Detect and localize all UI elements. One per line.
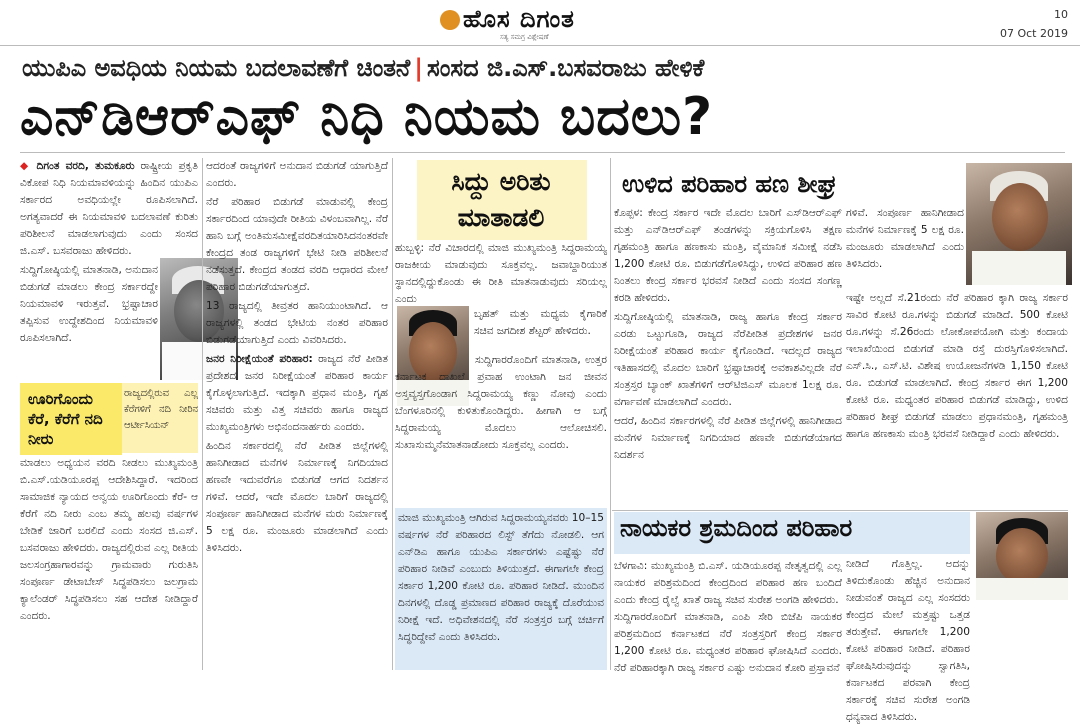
siddu-text-d: ಮಾಜಿ ಮುಖ್ಯಮಂತ್ರಿ ಆಗಿರುವ ಸಿದ್ದರಾಮಯ್ಯನವರು 10–15 ವರ್ಷಗಳ ನೆರೆ ಪರಿಹಾರದ ಲಿಸ್ಟ್ ತೆಗೆದು ನೋಡಲಿ. ಆಗ ಎನ್‌ಡಿಎ ಹಾಗೂ ಯುಪಿಎ ಸರ್ಕಾರಗಳು ಎಷ್ಟೆಷ್ಟು ನೆರೆ ಪರಿಹಾರ ನೀಡಿವೆ ಎಂಬುದು ತಿಳಿಯುತ್ತದೆ. ಈಗಾಗಲೇ ಕೇಂದ್ರ ಸರ್ಕಾರ 1,200 ಕೋಟಿ ರೂ. ಪರಿಹಾರ ನೀಡಿದೆ. ಮುಂದಿನ ದಿನಗಳಲ್ಲಿ ದೊಡ್ಡ ಪ್ರಮಾಣದ ಪರಿಹಾರ ರಾಜ್ಯಕ್ಕೆ ದೊರೆಯುವ ನಿರೀಕ್ಷೆ ಇದೆ. ಅಧಿವೇಶನದಲ್ಲಿ ನೆರೆ ಸಂತ್ರಸ್ತರ ಬಗ್ಗೆ ಚರ್ಚಿಗೆ ಸಿದ್ಧರಿದ್ದೇವೆ ಎಂದು ತಿಳಿಸಿದರು. [398, 512, 604, 643]
kicker-separator: | [414, 54, 424, 82]
siddu-text-b: ಬೃಹತ್ ಮತ್ತು ಮಧ್ಯಮ ಕೈಗಾರಿಕೆ ಸಚಿವ ಜಗದೀಶ ಶೆಟ್ಟರ್ ಹೇಳಿದರು. [474, 308, 607, 337]
masthead [0, 0, 1080, 46]
column-rule-2 [392, 158, 393, 670]
main-col1-mid [20, 262, 158, 380]
siddu-text-c: ಸುದ್ದಿಗಾರರೊಂದಿಗೆ ಮಾತನಾಡಿ, ಉತ್ತರ ಕರ್ನಾಟಕ ದಾಖಲೆ ಪ್ರವಾಹ ಉಂಟಾಗಿ ಜನ ಜೀವನ ಅಸ್ತವ್ಯಸ್ತಗೊಂಡಾಗ ಸಿದ್ದರಾಮಯ್ಯ ಕಣ್ಣು ನೋವು ಎಂದು ಬೆಂಗಳೂರಿನಲ್ಲಿ ಕುಳಿತುಕೊಂಡಿದ್ದರು. ಹೀಗಾಗಿ ಆ ಬಗ್ಗೆ ಸಿದ್ದರಾಮಯ್ಯ ಮೊದಲು ಆಲೋಚಿಸಲಿ. ಸುಖಾಸುಮ್ಮನೆಮಾತನಾಡೋದು ಸೂಕ್ತವಲ್ಲ ಎಂದರು. [395, 354, 607, 451]
kicker-left: ಯುಪಿಎ ಅವಧಿಯ ನಿಯಮ ಬದಲಾವಣೆಗೆ ಚಿಂತನೆ [22, 54, 411, 82]
ulida-para-1: ಕೊಪ್ಪಳ: ಕೇಂದ್ರ ಸರ್ಕಾರ ಇದೇ ಮೊದಲ ಬಾರಿಗೆ ಎಸ್‌ಡಿಆರ್‌ಎಫ್ ಮತ್ತು ಎನ್‌ಡಿಆರ್‌ಎಫ್ ತಂಡಗಳನ್ನು ಸಕ್ರಿಯಗೊಳಿಸಿ ತಕ್ಷಣ ಗೃಹಮಂತ್ರಿ ಹಾಗೂ ಹಣಕಾಸು ಮಂತ್ರಿ, ವೈಮಾನಿಕ ಸಮೀಕ್ಷೆ ನಡೆಸಿ 1,200 ಕೋಟಿ ರೂ. ಬಿಡುಗಡೆಗೊಳಿಸಿದ್ದು, ಉಳಿದ ಪರಿಹಾರ ಹಣ ನಿಂತಲು ಕೇಂದ್ರ ಸರ್ಕಾರ ಭರವಸೆ ನೀಡಿದೆ ಎಂದು ಸಂಸದ ಸಂಗಣ್ಣ ಕರಡಿ ಹೇಳಿದರು. [614, 207, 842, 304]
column-rule-1 [202, 158, 203, 670]
story-divider [612, 510, 1068, 511]
nayakar-para-1: ಬೆಳಗಾವಿ: ಮುಖ್ಯಮಂತ್ರಿ ಬಿ.ಎಸ್. ಯಡಿಯೂರಪ್ಪ ನೇತೃತ್ವದಲ್ಲಿ ಎಲ್ಲ ನಾಯಕರ ಪರಿಶ್ರಮದಿಂದ ಕೇಂದ್ರದಿಂದ ಪರಿಹಾರ ಹಣ ಬಂದಿದೆ ಎಂದು ಕೇಂದ್ರ ರೈಲ್ವೆ ಖಾತೆ ರಾಜ್ಯ ಸಚಿವ ಸುರೇಶ ಅಂಗಡಿ ಹೇಳಿದರು. [614, 560, 842, 606]
siddu-text-a: ಹುಬ್ಬಳ್ಳಿ: ನೆರೆ ವಿಚಾರದಲ್ಲಿ ಮಾಜಿ ಮುಖ್ಯಮಂತ್ರಿ ಸಿದ್ದರಾಮಯ್ಯ ರಾಜಕೀಯ ಮಾಡುವುದು ಸೂಕ್ತವಲ್ಲ. ಜವಾಬ್ದಾರಿಯುತ ಸ್ಥಾನದಲ್ಲಿದ್ದುಕೊಂಡು ಈ ರೀತಿ ಮಾತನಾಡುವುದು ಸರಿಯಲ್ಲ ಎಂದು [395, 242, 607, 305]
headline-divider [20, 152, 1065, 153]
page-date: 07 Oct 2019 [999, 27, 1068, 40]
kicker-line [22, 54, 704, 82]
siddu-title: ಸಿದ್ದು ಅರಿತು ಮಾತಾಡಲಿ [451, 167, 551, 232]
mp-karadi-photo [966, 163, 1072, 285]
nayakar-para-2: ಸುದ್ದಿಗಾರರೊಂದಿಗೆ ಮಾತನಾಡಿ, ಎಂಪಿ ಸೇರಿ ಬಿಜೆಪಿ ನಾಯಕರ ಪರಿಶ್ರಮದಿಂದ ಕರ್ನಾಟಕದ ನೆರೆ ಸಂತ್ರಸ್ತರಿಗೆ ಕೇಂದ್ರ ಸರ್ಕಾರ 1,200 ಕೋಟಿ ರೂ. ಮಧ್ಯಂತರ ಪರಿಹಾರ ಘೋಷಿಸಿದೆ ಎಂದರು. ನೆರೆ ಪರಿಹಾರಕ್ಕಾಗಿ ರಾಜ್ಯ ಸರ್ಕಾರ ಎಷ್ಟು ಅನುದಾನ ಕೋರಿ ಪ್ರಸ್ತಾವನೆ [614, 611, 842, 674]
page-number: 10 [1054, 8, 1068, 21]
ulida-col-b: ಗಳಿವೆ. ಸಂಪೂರ್ಣ ಹಾನಿಗೀಡಾದ ಮನೆಗಳ ನಿರ್ಮಾಣಕ್ಕೆ 5 ಲಕ್ಷ ರೂ. ಮಂಜೂರು ಮಾಡಲಾಗಿದೆ ಎಂದು ತಿಳಿಸಿದರು. [846, 207, 964, 270]
minister-angadi-photo [976, 512, 1068, 600]
ulida-para-2: ಸುದ್ದಿಗೋಷ್ಠಿಯಲ್ಲಿ ಮಾತನಾಡಿ, ರಾಜ್ಯ ಹಾಗೂ ಕೇಂದ್ರ ಸರ್ಕಾರ ಎರಡು ಒಟ್ಟುಗೂಡಿ, ರಾಜ್ಯದ ನೆರೆಪೀಡಿತ ಪ್ರದೇಶಗಳ ಜನರ ನಿರೀಕ್ಷೆಯಂತೆ ಪರಿಹಾರ ಕಾರ್ಯ ಕೈಗೊಂಡಿದೆ. ಇದಲ್ಲದೆ ರಾಜ್ಯದ ಇತಿಹಾಸದಲ್ಲಿ ಮೊದಲ ಬಾರಿಗೆ ಭ್ರಷ್ಟಾಚಾರಕ್ಕೆ ಅವಕಾಶವಿಲ್ಲದೇ ನೆರೆ ಸಂತ್ರಸ್ತರ ಬ್ಯಾಂಕ್ ಖಾತೆಗಳಿಗೆ ಆರ್‌ಟಿಜಿಎಸ್ ಮೂಲಕ 1ಲಕ್ಷ ರೂ. ವರ್ಗಾವಣೆ ಮಾಡಲಾಗಿದೆ ಎಂದರು. [614, 311, 842, 408]
dateline: ದಿಗಂತ ವರದಿ, ತುಮಕೂರು [36, 160, 135, 172]
main-col2-a: ನೆರೆ ಪರಿಹಾರ ಬಿಡುಗಡೆ ಮಾಡುವಲ್ಲಿ ಕೇಂದ್ರ ಸರ್ಕಾರದಿಂದ ಯಾವುದೇ ರೀತಿಯ ವಿಳಂಬವಾಗಿಲ್ಲ. ನೆರೆ ಹಾನಿ ಬಗ್ಗೆ ಅಂತಿಮಸಮೀಕ್ಷೆವರದಿತಯಾರಿಸಿದನಂತರವೇ ಕೇಂದ್ರದ ತಂಡ ರಾಜ್ಯಗಳಿಗೆ ಭೇಟಿ ನೀಡಿ ಪರಿಶೀಲನೆ ನಡೆಸುತ್ತದೆ. ಕೇಂದ್ರದ ತಂಡದ ವರದಿ ಆಧಾರದ ಮೇಲೆ ಪರಿಹಾರ ಬಿಡುಗಡೆಯಾಗುತ್ತದೆ. [206, 196, 388, 293]
main-col2-c [206, 351, 388, 436]
main-para-1: ರಾಷ್ಟ್ರೀಯ ಪ್ರಕೃತಿ ವಿಕೋಪ ನಿಧಿ ನಿಯಮಾವಳಿಯನ್ನು ಹಿಂದಿನ ಯುಪಿಎ ಸರ್ಕಾರದ ಅವಧಿಯಲ್ಲೇ ರೂಪಿಸಲಾಗಿದೆ. ಅಗತ್ಯವಾದರೆ ಈ ನಿಯಮಾವಳಿ ಬದಲಾವಣೆ ಕುರಿತು ಪರಿಶೀಲನೆ ಮಾಡಲಾಗುವುದು ಎಂದು ಸಂಸದ ಜಿ.ಎಸ್. ಬಸವರಾಜು ಹೇಳಿದರು. [20, 160, 199, 257]
column-rule-3 [610, 158, 611, 670]
ulida-title: ಉಳಿದ ಪರಿಹಾರ ಹಣ ಶೀಘ್ರ [622, 170, 837, 198]
main-col2-c-text: ರಾಜ್ಯದ ನೆರೆ ಪೀಡಿತ ಪ್ರದೇಶದ ಜನರ ನಿರೀಕ್ಷೆಯಂತೆ ಪರಿಹಾರ ಕಾರ್ಯ ಕೈಗೊಳ್ಳಲಾಗುತ್ತಿದೆ. ಇದಕ್ಕಾಗಿ ಪ್ರಧಾನ ಮಂತ್ರಿ, ಗೃಹ ಸಚಿವರು ಮತ್ತು ವಿತ್ತ ಸಚಿವರು ಹಾಗೂ ರಾಜ್ಯದ ಮುಖ್ಯಮಂತ್ರಿಗಳು ಅಭಿನಂದನಾರ್ಹರು ಎಂದರು. [206, 353, 388, 433]
main-para-2: ಸುದ್ದಿಗೋಷ್ಠಿಯಲ್ಲಿ ಮಾತನಾಡಿ, ಅನುದಾನ ಬಿಡುಗಡೆ ಮಾಡಲು ಕೇಂದ್ರ ಸರ್ಕಾರದ್ದೇ ನಿಯಮಾವಳಿ ಇರುತ್ತವೆ. ಭ್ರಷ್ಟಾಚಾರ ತಪ್ಪಿಸುವ ಉದ್ದೇಶದಿಂದ ನಿಯಮಾವಳಿ ರೂಪಿಸಲಾಗಿದೆ. [20, 264, 158, 344]
main-para-3: ಮಾಡಲು ಅಧ್ಯಯನ ವರದಿ ನೀಡಲು ಮುಖ್ಯಮಂತ್ರಿ ಬಿ.ಎಸ್.ಯಡಿಯೂರಪ್ಪ ಆದೇಶಿಸಿದ್ದಾರೆ. ಇದರಿಂದ ಸಾಮಾಜಿಕ ನ್ಯಾಯದ ಅನ್ವಯ ಊರಿಗೊಂದು ಕೆರೆ- ಆ ಕೆರೆಗೆ ನದಿ ನೀರು ಎಂಬ ತಮ್ಮ ಹಲವು ವರ್ಷಗಳ ಬೇಡಿಕೆ ಜಾರಿಗೆ ಬರಲಿದೆ ಎಂದು ಸಂಸದ ಜಿ.ಎಸ್. ಬಸವರಾಜು ಹೇಳಿದರು. ರಾಜ್ಯದಲ್ಲಿರುವ ಎಲ್ಲ ರೀತಿಯ ಜಲಸಂಗ್ರಹಾಗಾರವನ್ನು ಗ್ರಾಮವಾರು ಗುರುತಿಸಿ ಸಂಪೂರ್ಣ ಡೇಟಾಬೇಸ್ ಸಿದ್ಧಪಡಿಸಲು ಜಲಗ್ರಾಮ ಕ್ಯಾಲೆಂಡರ್ ಸಿದ್ಧಪಡಿಸಲು ಸಹ ಆದೇಶ ನೀಡಿದ್ದಾರೆ ಎಂದರು. [20, 457, 198, 622]
subhead-janara-nireekshe: ಜನರ ನಿರೀಕ್ಷೆಯಂತೆ ಪರಿಹಾರ: [206, 353, 313, 365]
main-col1-top [20, 158, 198, 258]
logo-tagline: ಸತ್ಯ ಸಮಗ್ರ ವಿಶ್ಲೇಷಣೆ [500, 33, 549, 41]
main-col2-b: 13 ರಾಜ್ಯದಲ್ಲಿ ತೀವ್ರತರ ಹಾನಿಯುಂಟಾಗಿದೆ. ಆ ರಾಜ್ಯಗಳಲ್ಲಿ ತಂಡದ ಭೇಟಿಯ ನಂತರ ಪರಿಹಾರ ಬಿಡುಗಡೆಯಾಗುತ್ತಿದೆ ಎಂದು ವಿವರಿಸಿದರು. [206, 300, 388, 346]
nayakar-col-b: ನೀಡಿದೆ ಗೊತ್ತಿಲ್ಲ. ಅದನ್ನು ತಿಳಿದುಕೊಂಡು ಹೆಚ್ಚಿನ ಅನುದಾನ ನೀಡುವಂತೆ ರಾಜ್ಯದ ಎಲ್ಲ ಸಂಸದರು ಕೇಂದ್ರದ ಮೇಲೆ ಮತ್ತಷ್ಟು ಒತ್ತಡ ತರುತ್ತೇವೆ. ಈಗಾಗಲೇ 1,200 ಕೋಟಿ ಪರಿಹಾರ ನೀಡಿದೆ. ಪರಿಹಾರ ಘೋಷಿಸಿರುವುದನ್ನು ಸ್ವಾಗತಿಸಿ, ಕರ್ನಾಟಕದ ಪರವಾಗಿ ಕೇಂದ್ರ ಸರ್ಕಾರಕ್ಕೆ ಸಚಿವ ಸುರೇಶ ಅಂಗಡಿ ಧನ್ಯವಾದ ತಿಳಿಸಿದರು. [846, 558, 970, 723]
ulida-para-3: ಆದರೆ, ಹಿಂದಿನ ಸರ್ಕಾರಗಳಲ್ಲಿ ನೆರೆ ಪೀಡಿತ ಜಿಲ್ಲೆಗಳಲ್ಲಿ ಹಾನಿಗೀಡಾದ ಮನೆಗಳ ನಿರ್ಮಾಣಕ್ಕೆ ನಿಗದಿಯಾದ ಹಣವೇ ಬಿಡುಗಡೆಯಾಗದ ನಿದರ್ಶನ [614, 415, 842, 461]
newspaper-logo [440, 5, 575, 33]
main-col1-bottom [20, 455, 198, 670]
sidebox-title: ಊರಿಗೊಂದು ಕೆರೆ, ಕೆರೆಗೆ ನದಿ ನೀರು [20, 383, 122, 455]
main-col2-top: ಆದರಂತೆ ರಾಜ್ಯಗಳಿಗೆ ಅನುದಾನ ಬಿಡುಗಡೆ ಯಾಗುತ್ತಿದೆ ಎಂದರು. [206, 160, 388, 189]
logo-sun-icon [440, 10, 460, 30]
kicker-right: ಸಂಸದ ಜಿ.ಎಸ್.ಬಸವರಾಜು ಹೇಳಿಕೆ [427, 54, 705, 82]
main-headline: ಎನ್‌ಡಿಆರ್‌ಎಫ್ ನಿಧಿ ನಿಯಮ ಬದಲು? [20, 87, 714, 147]
ulida-col-a [614, 205, 842, 505]
main-col2 [206, 158, 388, 670]
nayakar-title: ನಾಯಕರ ಶ್ರಮದಿಂದ ಪರಿಹಾರ [620, 514, 853, 542]
ulida-col-b2: ಇಷ್ಟೇ ಅಲ್ಲದೆ ಸೆ.21ರಂದು ನೆರೆ ಪರಿಹಾರ ಕ್ಕಾಗಿ ರಾಜ್ಯ ಸರ್ಕಾರ ಸಾವಿರ ಕೋಟಿ ರೂ.ಗಳನ್ನು ಬಿಡುಗಡೆ ಮಾಡಿದೆ. 500 ಕೋಟಿ ರೂ.ಗಳನ್ನು ಸೆ.26ರಂದು ಲೋಕೋಪಯೋಗಿ ಮತ್ತು ಕಂದಾಯ ಇಲಾಖೆಯಿಂದ ಬಿಡುಗಡೆ ಮಾಡಿ ರಸ್ತೆ ದುರಸ್ತಿಗೊಳಿಸಲಾಗಿದೆ. ಎಸ್.ಸಿ., ಎಸ್.ಟಿ. ವಿಶೇಷ ಉಯೋಜನೆಗಳಡಿ 1,150 ಕೋಟಿ ರೂ. ಬಿಡುಗಡೆ ಮಾಡಲಾಗಿದೆ. ಕೇಂದ್ರ ಸರ್ಕಾರ ಈಗ 1,200 ಕೋಟಿ ರೂ. ಮಧ್ಯಂತರ ಪರಿಹಾರ ಬಿಡುಗಡೆ ಮಾಡಿದ್ದು, ಉಳಿದ ಪರಿಹಾರ ಶೀಘ್ರ ಬಿಡುಗಡೆ ಮಾಡಲು ಪ್ರಧಾನಮಂತ್ರಿ, ಗೃಹಮಂತ್ರಿ ಹಾಗೂ ಹಣಕಾಸು ಮಂತ್ರಿ ಭರವಸೆ ನೀಡಿದ್ದಾರೆ ಎಂದು ಹೇಳಿದರು. [846, 292, 1068, 440]
main-col2-d: ಹಿಂದಿನ ಸರ್ಕಾರದಲ್ಲಿ ನೆರೆ ಪೀಡಿತ ಜಿಲ್ಲೆಗಳಲ್ಲಿ ಹಾನಿಗೀಡಾದ ಮನೆಗಳ ನಿರ್ಮಾಣಕ್ಕೆ ನಿಗದಿಯಾದ ಹಣವೇ ಇದುವರೆಗೂ ಬಿಡುಗಡೆ ಆಗದ ನಿದರ್ಶನ ಗಳಿವೆ. ಆದರೆ, ಇದೇ ಮೊದಲ ಬಾರಿಗೆ ರಾಜ್ಯದಲ್ಲಿ ಸಂಪೂರ್ಣ ಹಾನಿಗೀಡಾದ ಮನೆಗಳ ಮರು ನಿರ್ಮಾಣಕ್ಕೆ 5 ಲಕ್ಷ ರೂ. ಮಂಜೂರು ಮಾಡಲಾಗಿದೆ ಎಂದು ತಿಳಿಸಿದರು. [206, 440, 388, 554]
sidebox-text: ರಾಜ್ಯದಲ್ಲಿರುವ ಎಲ್ಲ ಕೆರೆಗಳಿಗೆ ನದಿ ನೀರಿನ ಆರ್ಟೀಸಿಯನ್ [124, 388, 198, 431]
nayakar-col-a [614, 558, 842, 674]
dateline-bullet-icon: ◆ [20, 160, 31, 172]
logo-text: ಹೊಸ ದಿಗಂತ [463, 5, 575, 33]
